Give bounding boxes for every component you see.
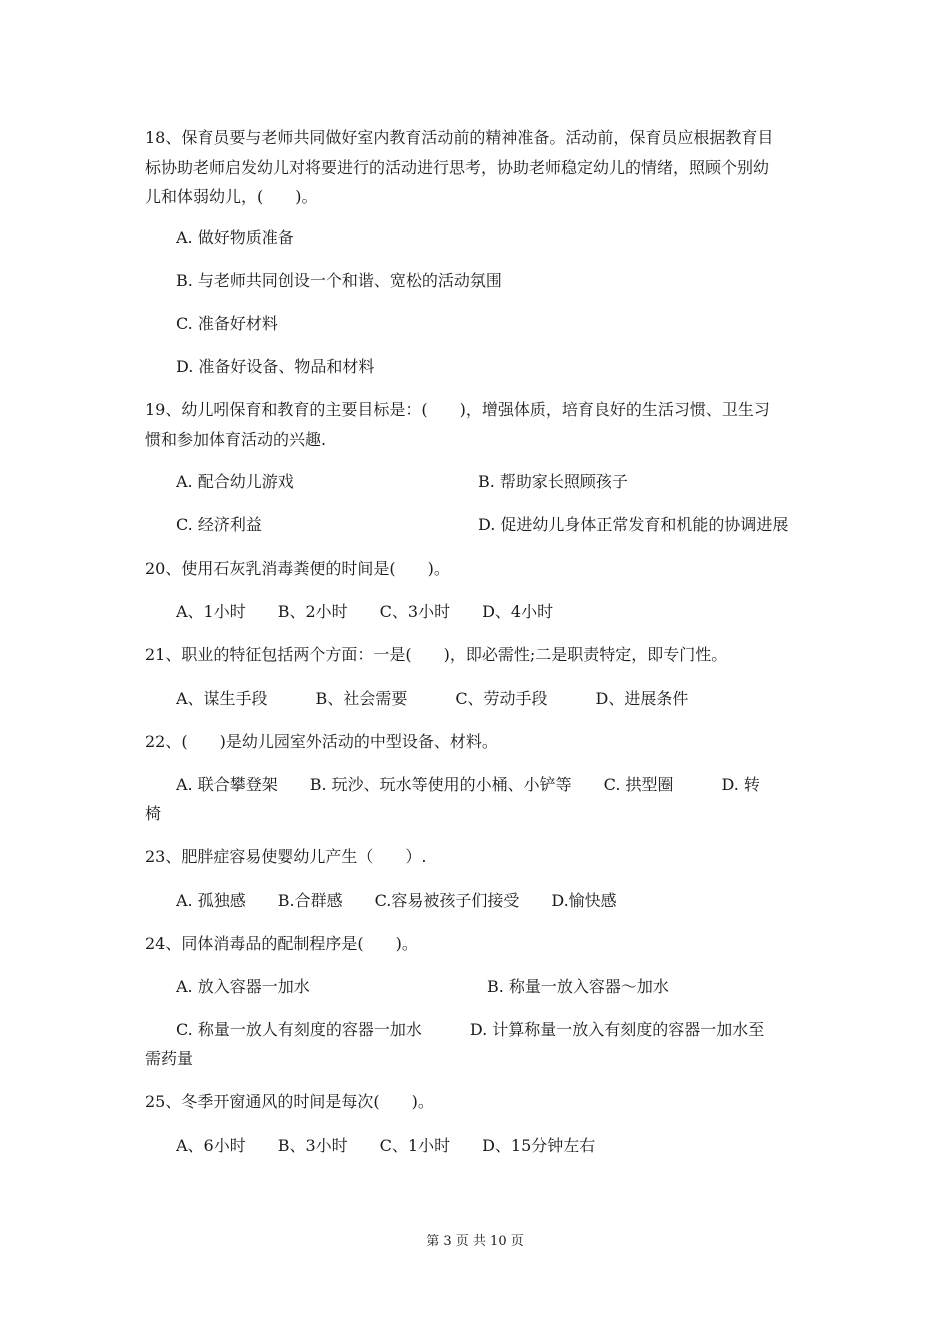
question-18-line-3: 儿和体弱幼儿，( )。: [145, 187, 318, 206]
question-22-options: A. 联合攀登架 B. 玩沙、玩水等使用的小桶、小铲等 C. 拱型圈 D. 转: [176, 775, 760, 794]
question-23-line-1: 23、肥胖症容易使婴幼儿产生（ ）.: [145, 847, 427, 866]
question-24-line-1: 24、同体消毒品的配制程序是( )。: [145, 934, 418, 953]
question-19-option-d: D. 促进幼儿身体正常发育和机能的协调进展: [478, 515, 789, 534]
question-22-line-1: 22、( )是幼儿园室外活动的中型设备、材料。: [145, 732, 498, 751]
question-19-option-a: A. 配合幼儿游戏: [176, 472, 294, 491]
question-21-options: A、谋生手段 B、社会需要 C、劳动手段 D、进展条件: [176, 689, 689, 708]
question-18-option-d: D. 准备好设备、物品和材料: [176, 357, 375, 376]
question-19-line-2: 惯和参加体育活动的兴趣.: [145, 430, 327, 449]
page-number-footer: 第 3 页 共 10 页: [426, 1234, 524, 1249]
question-22-options-continuation: 椅: [145, 804, 162, 823]
question-21-line-1: 21、职业的特征包括两个方面：一是( )，即必需性;二是职责特定，即专门性。: [145, 645, 728, 664]
question-23-options: A. 孤独感 B.合群感 C.容易被孩子们接受 D.愉快感: [176, 891, 617, 910]
question-18-option-b: B. 与老师共同创设一个和谐、宽松的活动氛围: [176, 271, 502, 290]
question-19-option-c: C. 经济利益: [176, 515, 262, 534]
question-19-line-1: 19、幼儿吲保育和教育的主要目标是：( )，增强体质，培育良好的生活习惯、卫生习: [145, 400, 770, 419]
question-19-option-b: B. 帮助家长照顾孩子: [478, 472, 628, 491]
question-24-option-b: B. 称量一放入容器～加水: [487, 977, 669, 996]
question-20-line-1: 20、使用石灰乳消毒粪便的时间是( )。: [145, 559, 450, 578]
question-24-options-continuation: 需药量: [145, 1049, 194, 1068]
question-18-option-c: C. 准备好材料: [176, 314, 278, 333]
question-20-options: A、1小时 B、2小时 C、3小时 D、4小时: [176, 602, 554, 621]
question-18-line-2: 标协助老师启发幼儿对将要进行的活动进行思考，协助老师稳定幼儿的情绪，照顾个别幼: [145, 158, 770, 177]
question-24-option-cd: C. 称量一放人有刻度的容器一加水 D. 计算称量一放入有刻度的容器一加水至: [176, 1020, 765, 1039]
question-25-options: A、6小时 B、3小时 C、1小时 D、15分钟左右: [176, 1136, 596, 1155]
question-18-option-a: A. 做好物质准备: [176, 228, 294, 247]
question-25-line-1: 25、冬季开窗通风的时间是每次( )。: [145, 1092, 434, 1111]
question-24-option-a: A. 放入容器一加水: [176, 977, 310, 996]
question-18-line-1: 18、保育员要与老师共同做好室内教育活动前的精神准备。活动前，保育员应根据教育目: [145, 128, 774, 147]
